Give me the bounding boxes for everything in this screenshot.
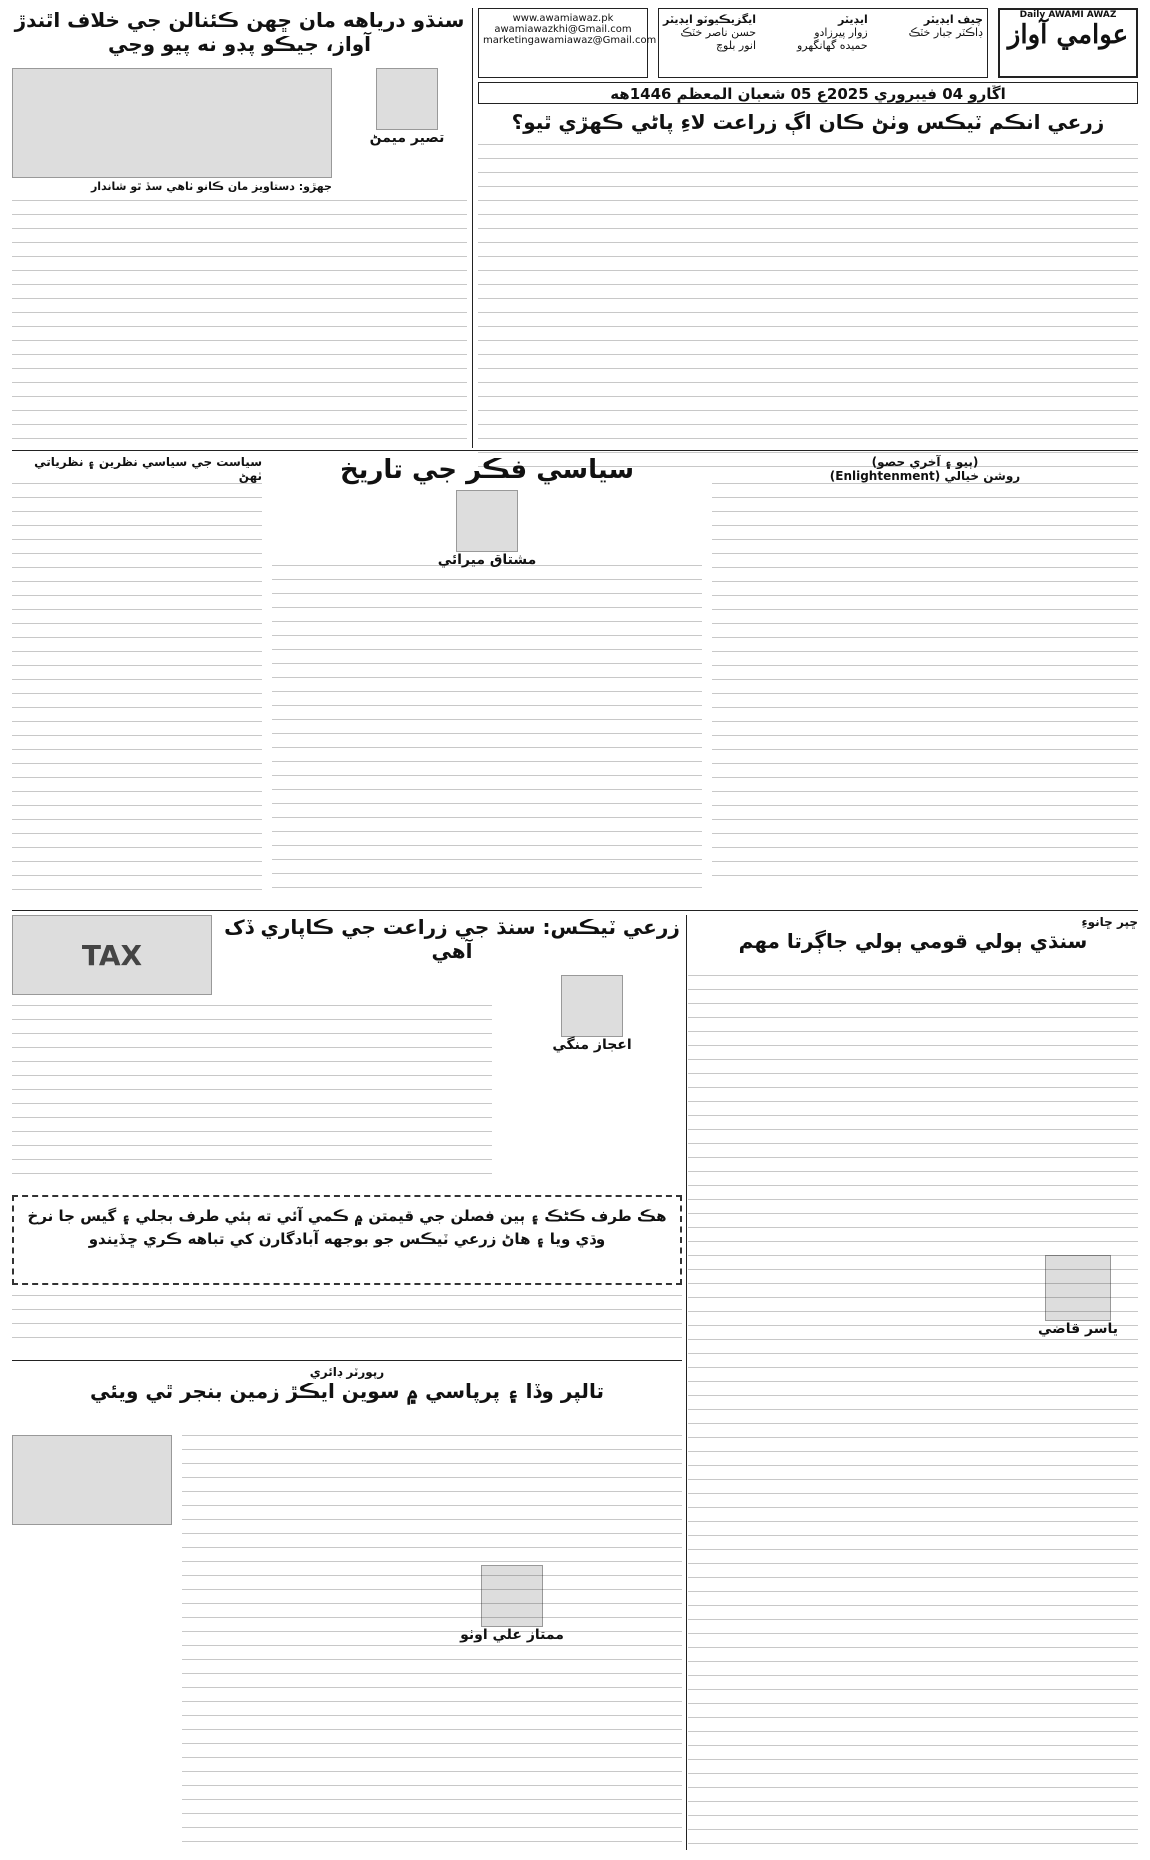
mid-article-author: مشتاق ميرائي [437,552,537,569]
paper-name: عوامي آواز [1007,20,1129,50]
website[interactable]: www.awamiawaz.pk [512,13,614,24]
author-photo [376,68,438,130]
top-article-body [12,200,467,440]
right-top-headline: زرعي انڪم ٽيڪس وٺڻ ڪان اڳ زراعت لاءِ پاڻي ڪهڙي ٿيو؟ [511,110,1105,134]
tax-photo-label: TAX [81,938,143,972]
mid-article-sub3: سياست جي سياسي نظرين ۽ نظرياتي ٺهڻ [34,455,262,483]
staff-box [658,8,988,78]
separator-vertical2 [686,915,687,1850]
top-article-author: تصير ميمڻ [369,130,445,146]
right-top-body [478,144,1138,479]
tax-photo [12,915,212,995]
bottom-left-author-photo [561,975,623,1037]
bottom-right-label: ڇپر ڇانوءِ [1081,915,1138,929]
mid-article-sub1: (ٻيو ۽ آخري حصو) [871,455,979,469]
last-article-headline: تالپر وڏا ۽ پرپاسي ۾ سوين ايڪڙ زمين بنجر ٿي ويئي [90,1379,604,1403]
last-article [12,1365,682,1850]
executive-label: ايگزيڪيوٽو ايڊيٽر [663,13,757,26]
bottom-left-author: اعجاز منگي [552,1037,632,1053]
bottom-left-body [12,1005,492,1185]
mid-article-left-col [12,455,262,895]
bottom-left-highlight: هڪ طرف ڪڻڪ ۽ ٻين فصلن جي قيمتن ۾ ڪمي آئي ته ٻئي طرف بجلي ۽ گيس جا نرخ وڌي ويا ۽ هاڻ زرعي ٽيڪس جو بوجهه آبادگارن کي تباهه ڪري ڇڏيندو [12,1195,682,1285]
bottom-left-article [12,915,682,1355]
email2[interactable]: marketingawamiawaz@Gmail.com [483,35,657,46]
mid-author-photo [456,490,518,552]
mid-article [12,455,1138,905]
executive-editor: حسن ناصر خٽڪ [680,26,757,39]
separator-horizontal2 [12,910,1138,911]
date-bar [478,82,1138,104]
top-article [12,8,467,448]
last-article-body [182,1435,682,1845]
top-article-caption: جهڙو: دستاويز مان ڪانو ٺاهي سڏ ٿو شاندار [90,180,332,193]
editor-label: ايڊيٽر [838,13,868,26]
date-line: اڱارو 04 فيبروري 2025ع 05 شعبان المعظم 1446هه [610,85,1006,103]
mid-article-sub2: روشن خيالي (Enlightenment) [829,469,1021,483]
last-article-label: رپورٽر ڊائري [309,1365,385,1379]
top-article-author-block [347,68,467,148]
email1[interactable]: awamiawazkhi@Gmail.com [494,24,632,35]
bottom-right-body [688,975,1138,1845]
right-top-article [478,110,1138,485]
separator-vertical [472,8,473,448]
bottom-left-headline: زرعي ٽيڪس: سنڌ جي زراعت جي ڪاپاري ڏک آهي [224,915,680,963]
chief-editor: ڊاڪٽر جبار خٽڪ [908,26,983,39]
mid-left-body [12,483,262,898]
separator-horizontal3 [12,1360,682,1361]
bottom-right-headline: سنڌي ٻولي قومي ٻولي جاڳرتا مهم [738,929,1088,953]
mid-right-body [712,483,1138,883]
bottom-right-author: ياسر قاضي [1038,1321,1118,1337]
bottom-left-body2 [12,1295,682,1350]
contact-box [478,8,657,78]
mid-article-right-col [712,455,1138,895]
bottom-right-article [688,915,1138,1850]
last-article-photo [12,1435,172,1525]
mid-article-headline: سياسي فڪر جي تاريخ [339,455,635,485]
top-article-headline: سنڌو درياهه مان ڇهن ڪئنالن جي خلاف اٿندڙ آواز، جيڪو پڊو نه پيو وڃي [14,8,465,56]
chief-editor-label: چيف ايڊيٽر [923,13,983,26]
masthead-logo [998,8,1138,78]
paper-name-en: Daily AWAMI AWAZ [1019,10,1117,20]
mid-article-title-block [272,455,702,569]
bottom-left-author-block [502,975,682,1075]
editor2: حميده گهانگهرو [796,39,868,52]
mid-center-body [272,565,702,895]
separator-horizontal [12,450,1138,451]
editor: زوار پيرزادو [814,26,868,39]
top-article-photo [12,68,332,178]
last-article-author: ممتاز علي اوٺو [460,1627,564,1643]
exec-editor2: انور بلوچ [715,39,757,52]
